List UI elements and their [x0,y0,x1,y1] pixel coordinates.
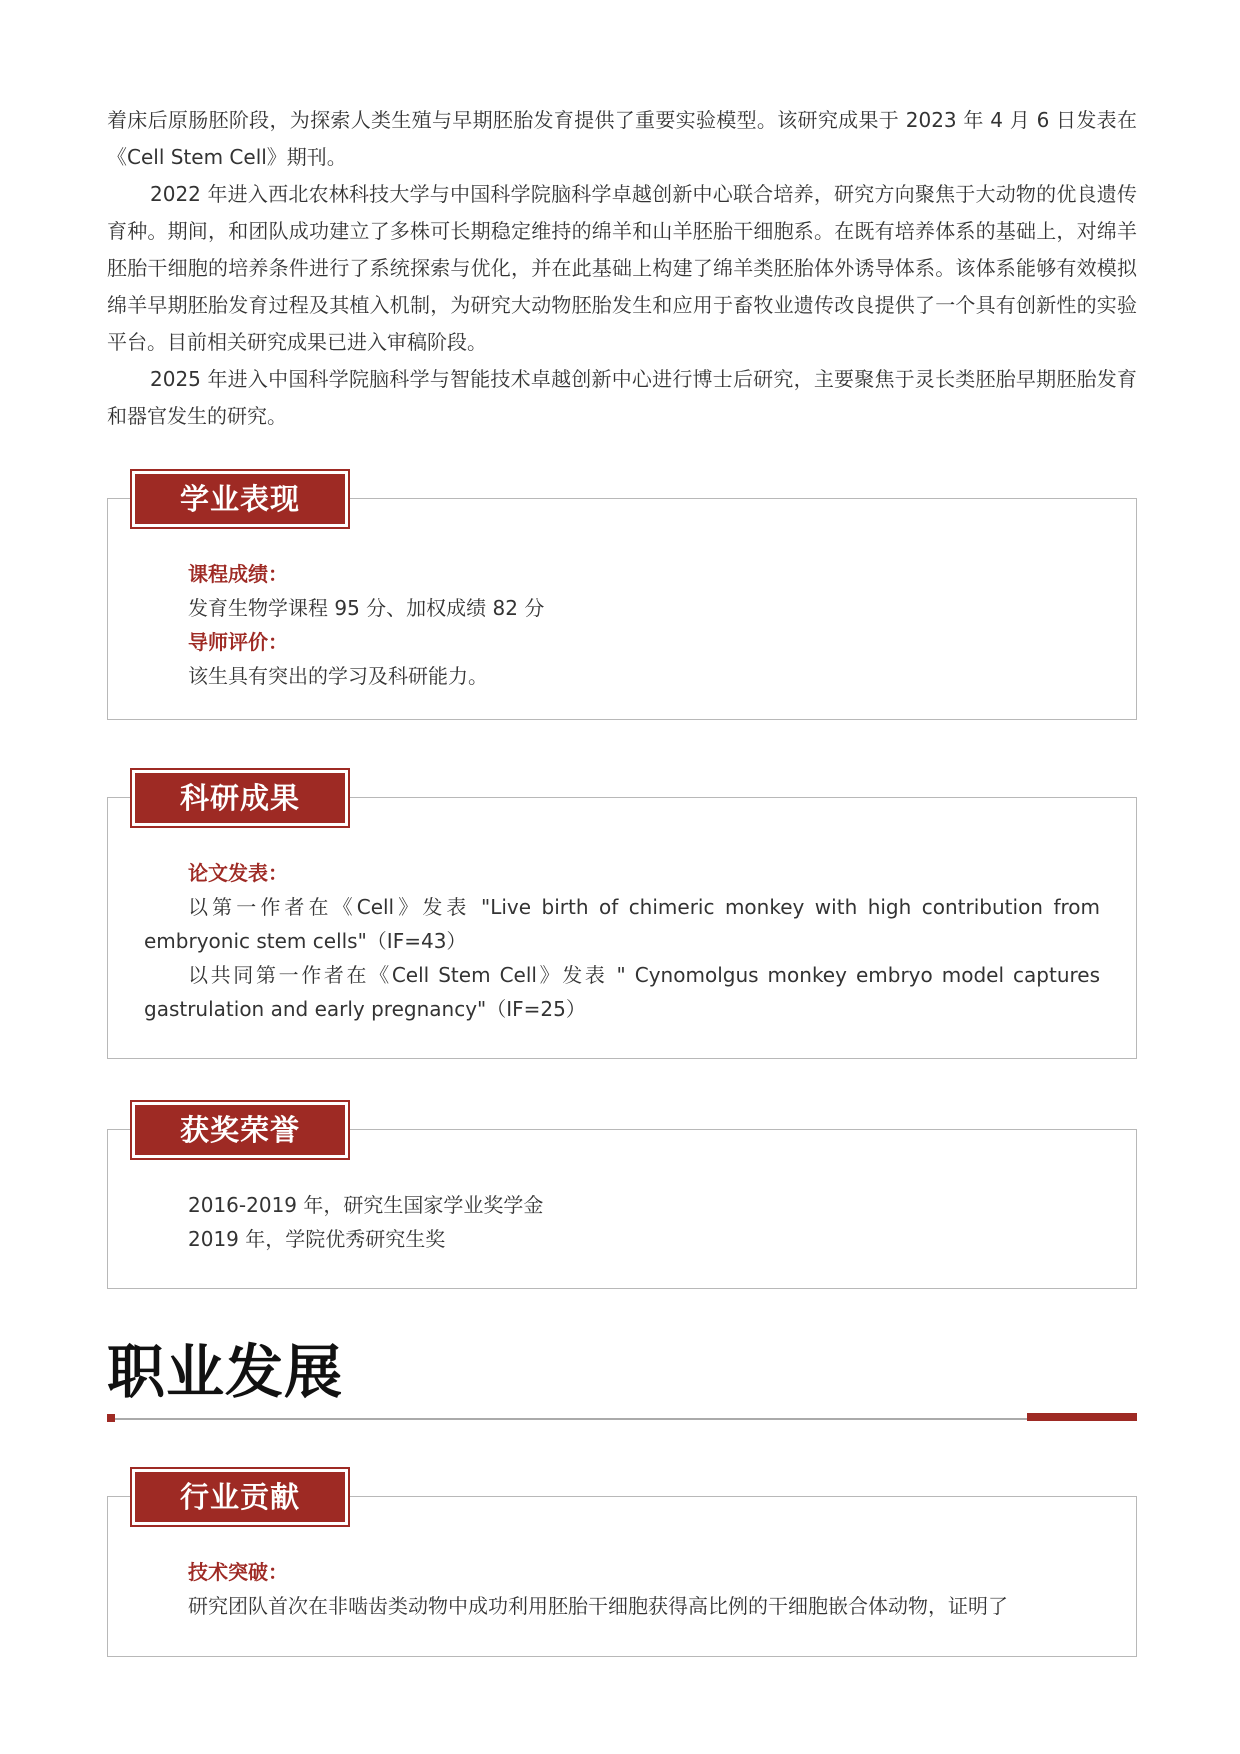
course-label: 课程成绩： [188,562,288,586]
research-tab [130,768,350,828]
industry-tab [130,1467,350,1527]
advisor-value: 该生具有突出的学习及科研能力。 [188,664,488,688]
industry-section [107,1480,1137,1657]
awards-section [107,1113,1137,1289]
academic-tab [130,469,350,529]
academic-section [107,482,1137,720]
course-value: 发育生物学课程 95 分、加权成绩 82 分 [188,596,545,620]
divider-dot [107,1414,115,1422]
research-content [144,856,1100,1026]
industry-title: 行业贡献 [135,1472,345,1522]
award-item-1: 2016-2019 年，研究生国家学业奖学金 [188,1193,544,1217]
heading-divider [107,1418,1137,1420]
intro-paragraph-2: 2022 年进入西北农林科技大学与中国科学院脑科学卓越创新中心联合培养，研究方向聚焦于大动物的优良遗传育种。期间，和团队成功建立了多株可长期稳定维持的绵羊和山羊胚胎干细胞系。在既有培养体系的基础上，对绵羊胚胎干细胞的培养条件进行了系统探索与优化，并在此基础上构建了绵羊类胚胎体外诱导体系。该体系能够有效模拟绵羊早期胚胎发育过程及其植入机制，为研究大动物胚胎发生和应用于畜牧业遗传改良提供了一个具有创新性的实验平台。目前相关研究成果已进入审稿阶段。 [107,182,1137,354]
awards-tab [130,1100,350,1160]
career-heading: 职业发展 [107,1338,344,1406]
tech-label: 技术突破： [188,1560,288,1584]
paper-2: 以共同第一作者在《Cell Stem Cell》发表 " Cynomolgus monkey embryo model captures gastrulation and early pregnancy"（IF=25） [144,963,1100,1021]
research-title: 科研成果 [135,773,345,823]
intro-paragraph-1: 着床后原肠胚阶段，为探索人类生殖与早期胚胎发育提供了重要实验模型。该研究成果于 2023 年 4 月 6 日发表在《Cell Stem Cell》期刊。 [107,108,1137,169]
awards-title: 获奖荣誉 [135,1105,345,1155]
intro-text [107,102,1137,435]
advisor-label: 导师评价： [188,630,288,654]
academic-content [144,557,1100,693]
award-item-2: 2019 年，学院优秀研究生奖 [188,1227,446,1251]
industry-content [144,1555,1100,1623]
research-section [107,781,1137,1059]
tech-value: 研究团队首次在非啮齿类动物中成功利用胚胎干细胞获得高比例的干细胞嵌合体动物，证明了 [188,1594,1008,1618]
academic-title: 学业表现 [135,474,345,524]
papers-label: 论文发表： [188,861,288,885]
divider-accent-bar [1027,1413,1137,1421]
awards-content [144,1188,1100,1256]
intro-paragraph-3: 2025 年进入中国科学院脑科学与智能技术卓越创新中心进行博士后研究，主要聚焦于灵长类胚胎早期胚胎发育和器官发生的研究。 [107,367,1137,428]
paper-1: 以第一作者在《Cell》发表 "Live birth of chimeric monkey with high contribution from embryonic stem cells"（IF=43） [144,895,1100,953]
